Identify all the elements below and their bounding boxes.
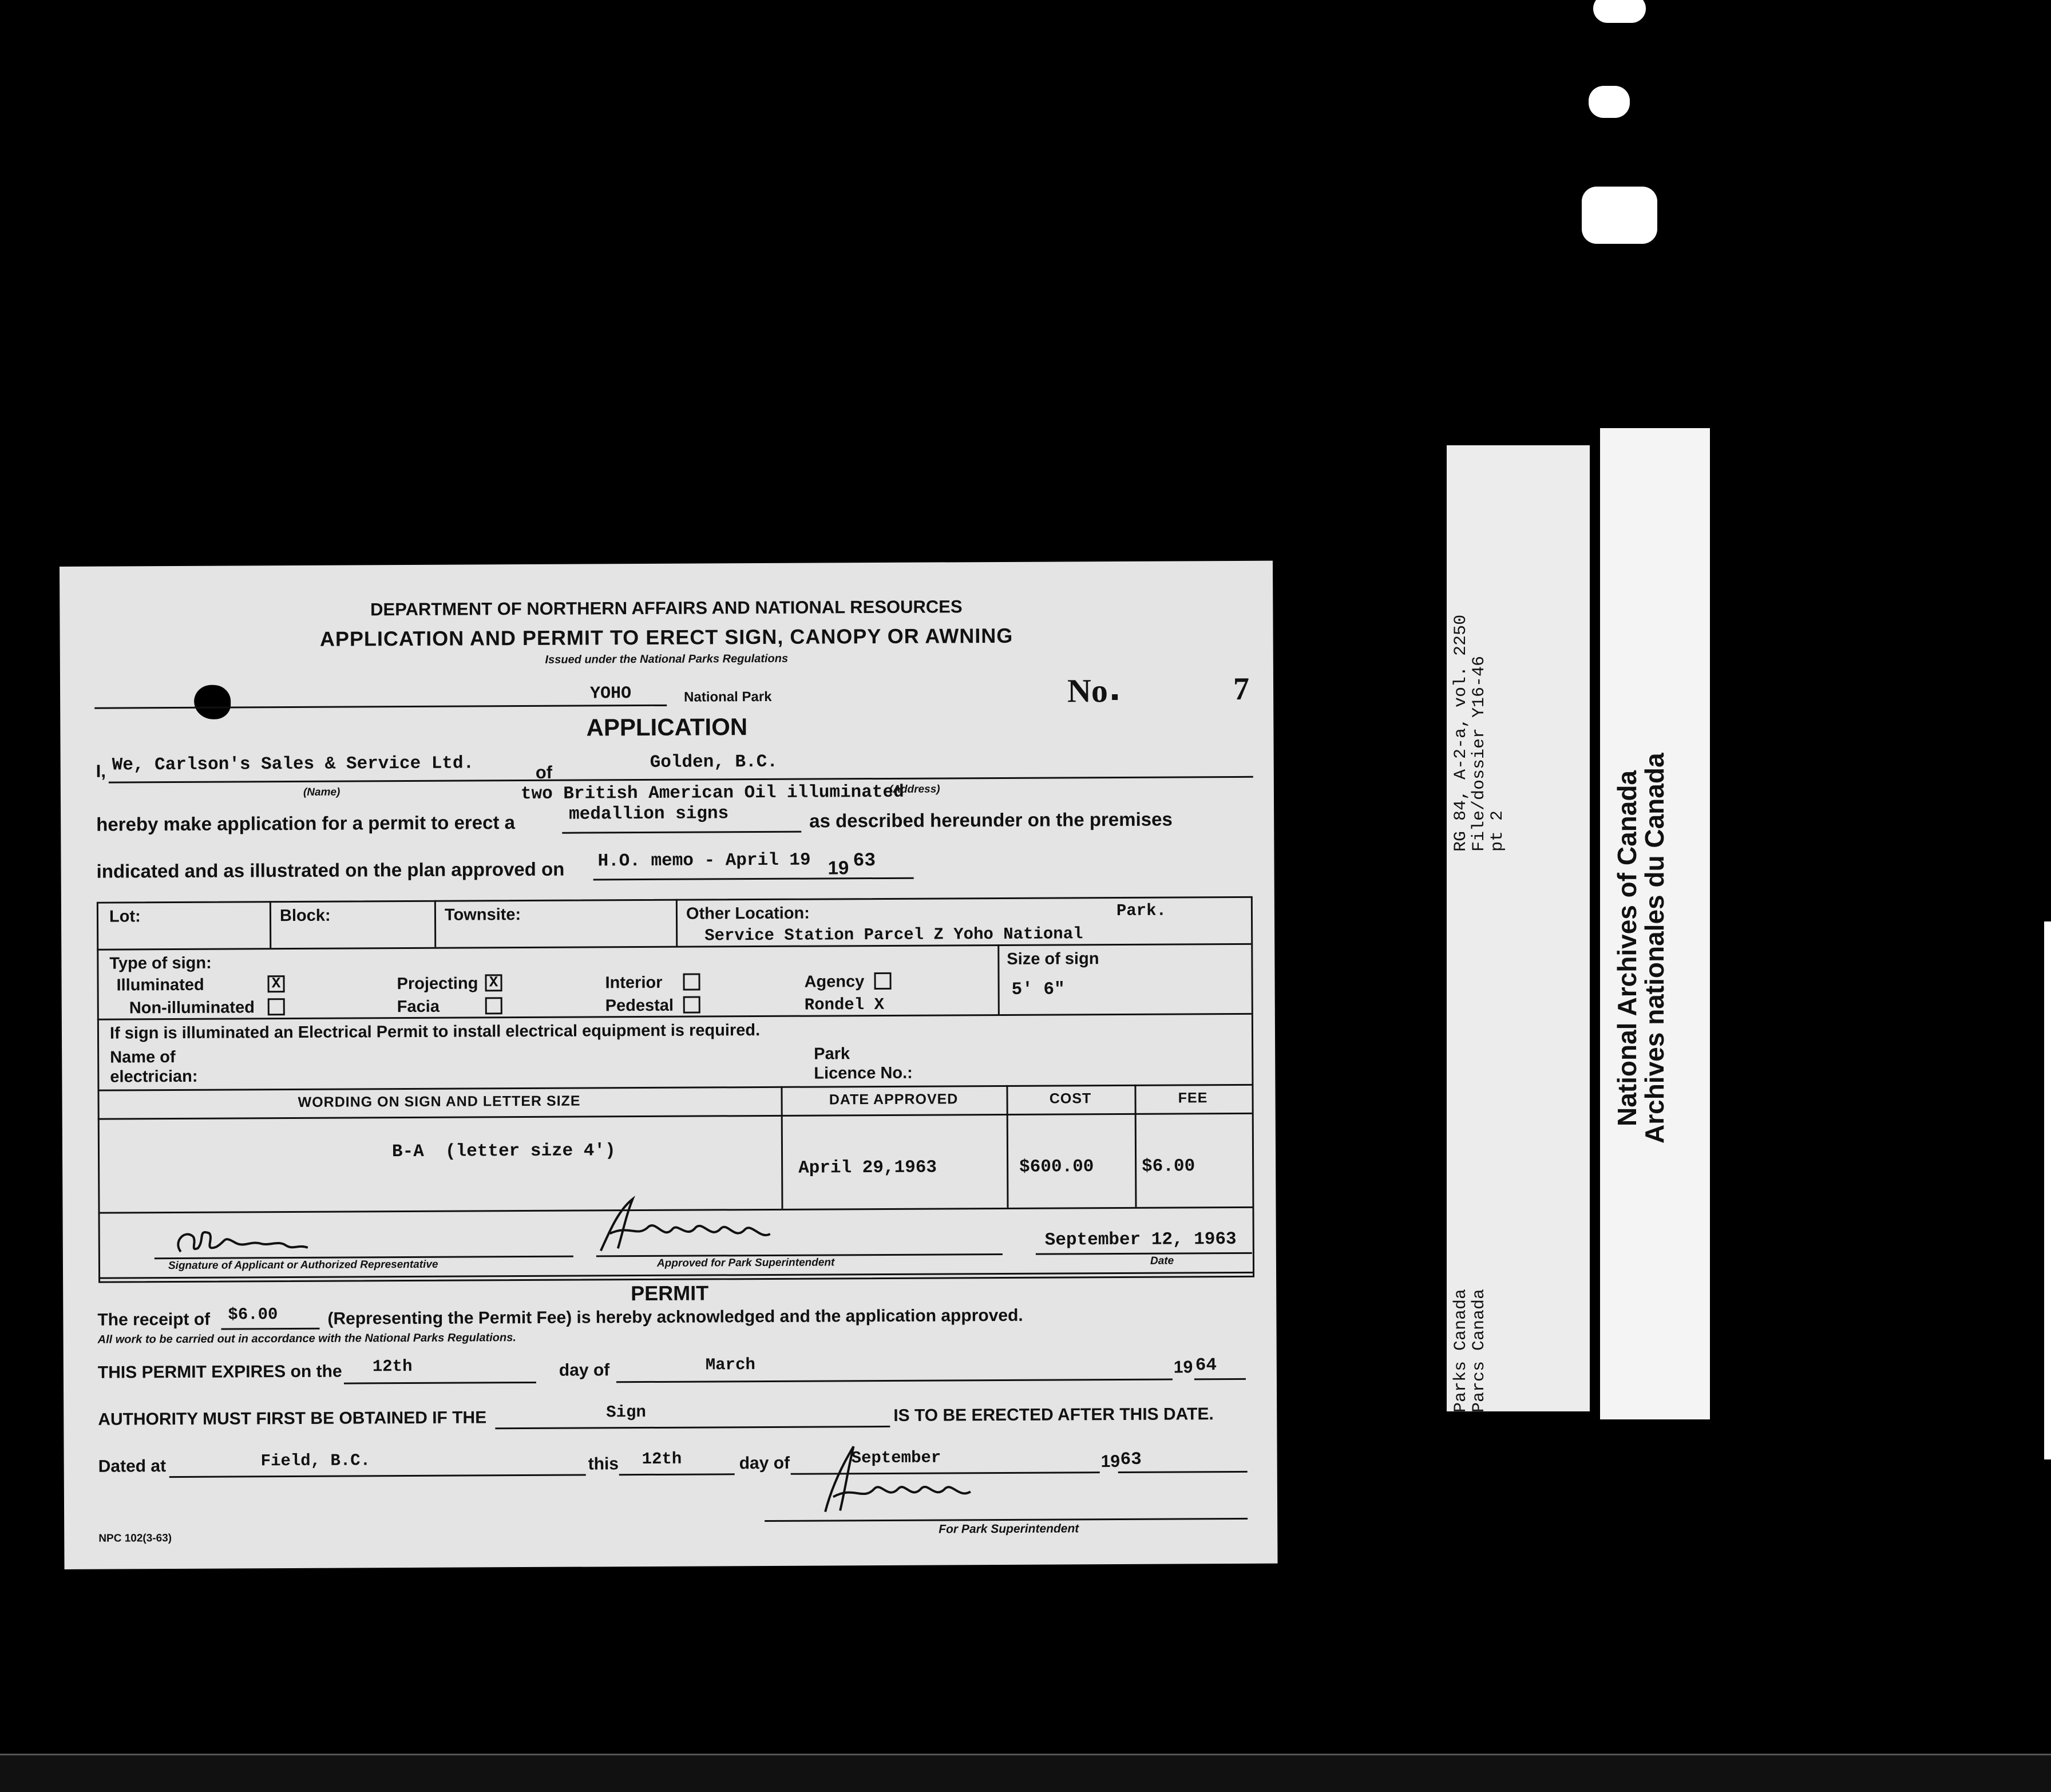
expires-day-line	[344, 1382, 536, 1384]
agency-line2: Parcs Canada	[1470, 1288, 1489, 1413]
projecting-checkbox[interactable]: X	[485, 974, 502, 991]
col-date: DATE APPROVED	[829, 1091, 959, 1108]
date-value: April 29,1963	[798, 1157, 937, 1178]
expires-label: THIS PERMIT EXPIRES on the	[97, 1362, 342, 1382]
approver-signature	[577, 1193, 795, 1257]
permit-form	[60, 561, 1278, 1569]
park-line	[94, 705, 667, 709]
reference-line3: pt 2	[1488, 810, 1507, 852]
dated-day: 12th	[642, 1449, 682, 1469]
non-illuminated-checkbox[interactable]	[268, 998, 285, 1015]
archive-line2: Archives nationales du Canada	[1640, 753, 1669, 1144]
applicant-prefix: I,	[96, 761, 106, 781]
applicant-line	[109, 776, 1253, 784]
receipt-text-2: (Representing the Permit Fee) is hereby acknowledged and the application approved.	[327, 1306, 1023, 1328]
dated-place-line	[169, 1474, 586, 1478]
townsite-label: Townsite:	[444, 905, 521, 924]
applicant-signature	[164, 1218, 347, 1261]
authority-label-1: AUTHORITY MUST FIRST BE OBTAINED IF THE	[98, 1408, 487, 1429]
electrician-label-1: Name of	[110, 1048, 176, 1067]
expires-month: March	[705, 1355, 755, 1375]
issued-under: Issued under the National Parks Regulations	[545, 652, 789, 666]
department-heading: DEPARTMENT OF NORTHERN AFFAIRS AND NATIONAL RESOURCES	[370, 596, 963, 620]
receipt-text-1: The receipt of	[97, 1310, 211, 1330]
col-fee: FEE	[1178, 1090, 1208, 1106]
applicant-address: Golden, B.C.	[650, 751, 778, 773]
size-divider	[997, 944, 1000, 1014]
illuminated-label: Illuminated	[116, 975, 204, 995]
park-licence-label-2: Licence No.:	[814, 1063, 913, 1083]
fee-value: $6.00	[1142, 1156, 1195, 1177]
film-mark-bottom	[1582, 187, 1657, 244]
expires-day-of: day of	[559, 1360, 610, 1380]
facia-checkbox[interactable]	[485, 997, 502, 1014]
plan-line	[593, 877, 914, 881]
reference-line1: RG 84, A-2-a, vol. 2250	[1451, 614, 1471, 852]
block-label: Block:	[279, 906, 331, 925]
townsite-divider	[676, 899, 678, 946]
block-divider	[434, 900, 436, 947]
other-location-line2: Service Station Parcel Z Yoho National	[704, 924, 1083, 946]
park-licence-label-1: Park	[814, 1045, 850, 1063]
cost-value: $600.00	[1019, 1157, 1094, 1177]
superintendent-signature	[773, 1432, 1014, 1519]
number-label-dot	[1112, 694, 1118, 700]
dated-year-line	[1118, 1471, 1248, 1473]
sign-type-value: medallion signs	[569, 804, 729, 825]
film-bottom-border	[0, 1754, 2051, 1792]
applicant-name: We, Carlson's Sales & Service Ltd.	[112, 753, 474, 776]
film-edge-right	[2044, 921, 2051, 1459]
work-note: All work to be carried out in accordance with the National Parks Regulations.	[97, 1331, 516, 1346]
authority-line	[495, 1426, 890, 1429]
agency-checkbox[interactable]	[874, 972, 891, 990]
name-caption: (Name)	[303, 786, 340, 798]
projecting-label: Projecting	[397, 974, 478, 994]
dated-year: 63	[1120, 1449, 1142, 1470]
applicant-sig-caption: Signature of Applicant or Authorized Representative	[168, 1258, 438, 1272]
size-value: 5' 6"	[1011, 979, 1065, 1000]
lot-label: Lot:	[109, 907, 141, 926]
interior-label: Interior	[605, 973, 663, 992]
signed-date: September 12, 1963	[1044, 1229, 1237, 1251]
electrician-label-2: electrician:	[110, 1067, 198, 1086]
agency-label: Agency	[804, 972, 865, 991]
agency-line1: Parks Canada	[1451, 1288, 1471, 1413]
expires-year-line	[1194, 1378, 1246, 1380]
non-illuminated-label: Non-illuminated	[129, 998, 255, 1018]
expires-year: 64	[1195, 1355, 1217, 1376]
dated-day-of: day of	[739, 1453, 790, 1473]
col-cost: COST	[1049, 1090, 1092, 1107]
form-title: APPLICATION AND PERMIT TO ERECT SIGN, CANOPY OR AWNING	[319, 623, 1013, 651]
sign-descriptor: two British American Oil illuminated	[520, 782, 904, 805]
size-label: Size of sign	[1007, 950, 1099, 968]
park-name: YOHO	[590, 684, 632, 704]
expires-year-prefix: 19	[1173, 1358, 1193, 1377]
hereby-text: hereby make application for a permit to erect a	[96, 812, 516, 835]
authority-item: Sign	[606, 1403, 646, 1422]
address-caption: (Address)	[889, 783, 940, 796]
other-location-label: Other Location:	[686, 904, 810, 923]
described-text: as described hereunder on the premises	[809, 808, 1173, 832]
archive-card	[1600, 428, 1710, 1419]
year-prefix: 19	[827, 857, 849, 879]
application-heading: APPLICATION	[586, 713, 748, 741]
reference-line2: File/dossier Y16-46	[1470, 655, 1489, 852]
receipt-fee-line	[221, 1328, 320, 1330]
approver-sig-caption: Approved for Park Superintendent	[656, 1256, 835, 1269]
date-caption: Date	[1150, 1255, 1174, 1267]
punch-hole	[194, 685, 231, 719]
film-mark-middle	[1589, 86, 1630, 118]
expires-day: 12th	[372, 1357, 413, 1376]
form-code: NPC 102(3-63)	[98, 1532, 172, 1545]
other-location-line1: Park.	[1116, 901, 1167, 920]
facia-label: Facia	[397, 997, 440, 1016]
authority-label-2: IS TO BE ERECTED AFTER THIS DATE.	[893, 1405, 1214, 1425]
expires-month-line	[616, 1379, 1173, 1383]
of-label: of	[535, 762, 553, 782]
agency-note: Rondel X	[804, 995, 885, 1015]
park-label: National Park	[684, 689, 772, 705]
number-value: 7	[1233, 671, 1250, 707]
superintendent-caption: For Park Superintendent	[939, 1522, 1079, 1536]
dated-year-prefix: 19	[1100, 1451, 1120, 1471]
col-wording: WORDING ON SIGN AND LETTER SIZE	[298, 1093, 581, 1110]
film-mark-top	[1593, 0, 1646, 23]
sign-type-line	[562, 831, 801, 834]
dated-day-line	[619, 1473, 735, 1475]
dated-place: Field, B.C.	[260, 1451, 371, 1471]
dated-month: September	[851, 1448, 941, 1468]
interior-checkbox[interactable]	[683, 974, 700, 991]
indicated-text: indicated and as illustrated on the plan approved on	[96, 858, 565, 882]
type-of-sign-label: Type of sign:	[109, 954, 212, 973]
this-label: this	[588, 1454, 619, 1474]
dated-at-label: Dated at	[98, 1457, 167, 1476]
lot-divider	[270, 901, 271, 948]
year-value: 63	[853, 850, 876, 872]
receipt-fee: $6.00	[228, 1305, 278, 1324]
wording-value: B-A (letter size 4')	[391, 1141, 616, 1162]
pedestal-checkbox[interactable]	[683, 996, 700, 1014]
electrical-note: If sign is illuminated an Electrical Permit to install electrical equipment is required.	[109, 1021, 761, 1043]
pedestal-label: Pedestal	[605, 996, 674, 1015]
permit-heading: PERMIT	[631, 1281, 709, 1306]
archive-line1: National Archives of Canada	[1612, 770, 1642, 1126]
number-label: No	[1067, 672, 1108, 710]
reference-card	[1447, 445, 1590, 1411]
illuminated-checkbox[interactable]: X	[267, 975, 284, 992]
plan-approved: H.O. memo - April 19	[597, 850, 811, 872]
